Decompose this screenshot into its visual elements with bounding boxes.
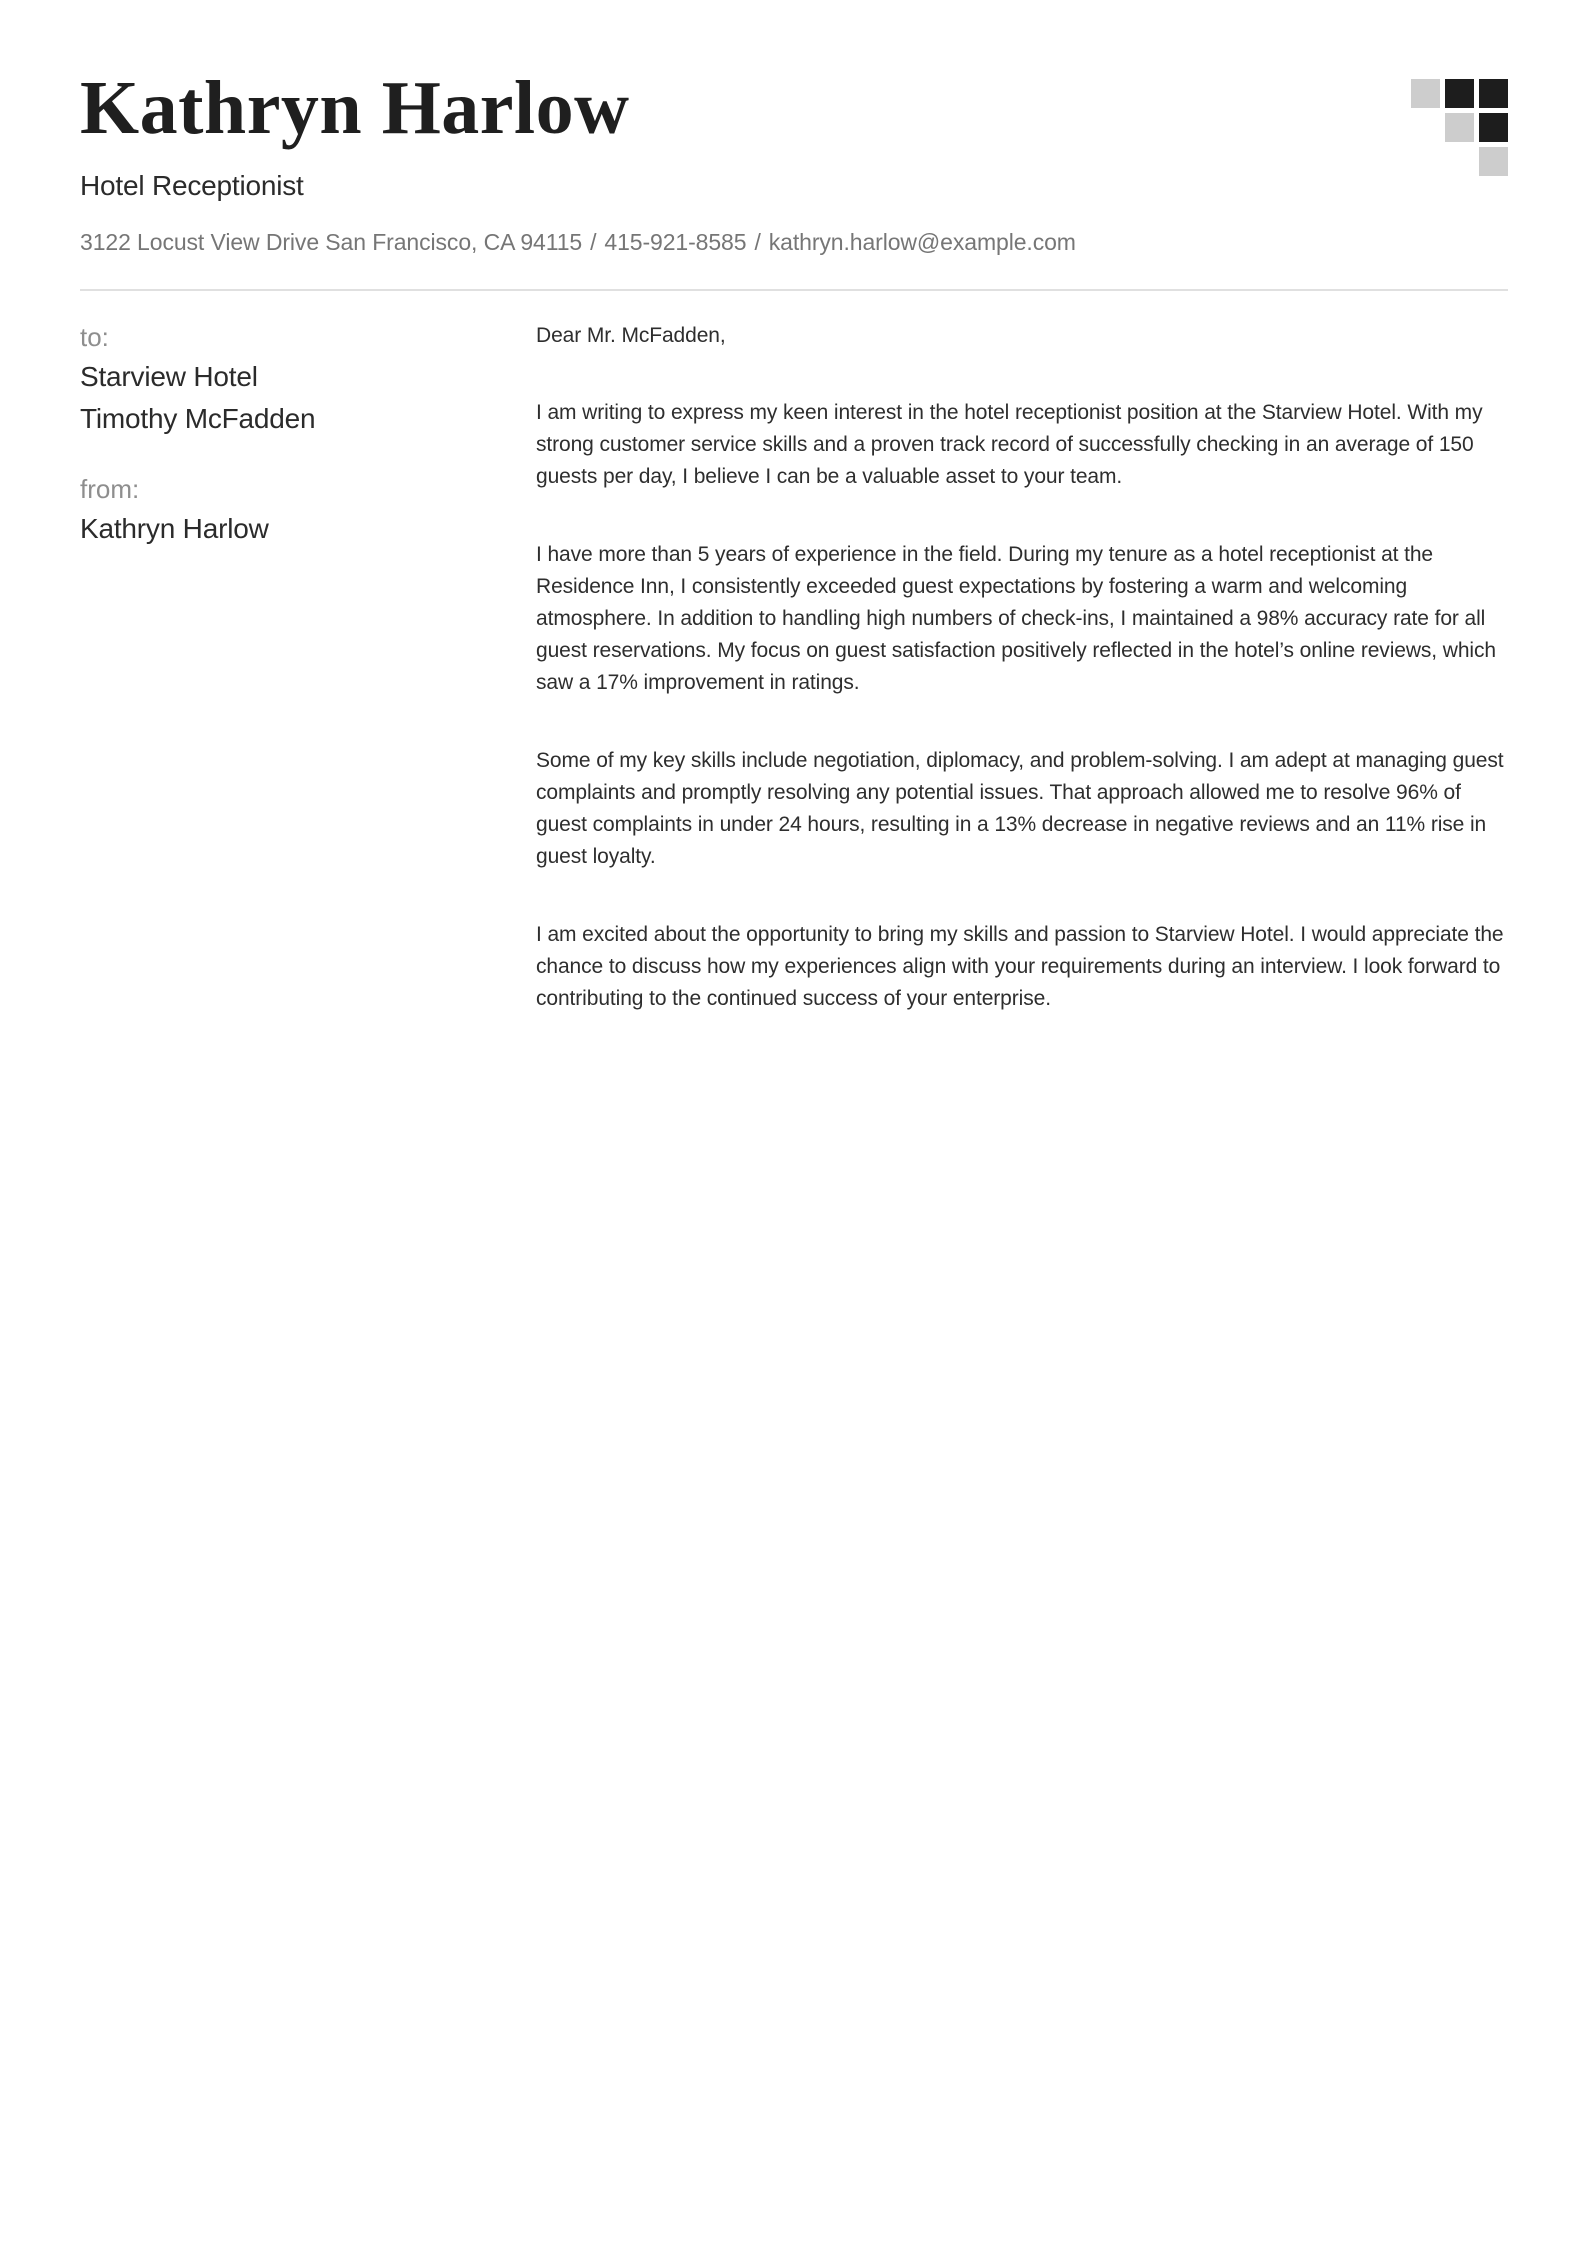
- recipient-person: Timothy McFadden: [80, 403, 316, 434]
- contact-address: 3122 Locust View Drive San Francisco, CA 94115: [80, 229, 583, 255]
- logo-cell: [1445, 147, 1474, 176]
- job-title: Hotel Receptionist: [80, 170, 304, 201]
- logo-cell: [1411, 113, 1440, 142]
- letter-paragraph: I have more than 5 years of experience in the field. During my tenure as a hotel receptionist at the Residence Inn, I consistently exceeded guest expectations by fostering a warm and welcoming atmosphere. In addition to handling high numbers of check-ins, I maintained a 98% accuracy rate for all guest reservations. My focus on guest satisfaction positively reflected in the hotel’s online reviews, which saw a 17% improvement in ratings.: [536, 543, 1496, 694]
- recipient-lines: [80, 356, 536, 440]
- logo-cell: [1479, 79, 1508, 108]
- letter-paragraph: I am writing to express my keen interest in the hotel receptionist position at the Starview Hotel. With my strong customer service skills and a proven track record of successfully checking in an average of 150 guests per day, I believe I can be a valuable asset to your team.: [536, 401, 1483, 488]
- logo-cell: [1445, 79, 1474, 108]
- contact-line: [80, 229, 1508, 256]
- address-column: [80, 320, 536, 1061]
- to-label: to:: [80, 322, 109, 352]
- recipient-company: Starview Hotel: [80, 361, 258, 392]
- logo-cell: [1479, 147, 1508, 176]
- contact-phone: 415-921-8585: [604, 229, 747, 255]
- squares-logo: [1411, 79, 1508, 176]
- letter-body-area: [80, 320, 1508, 1061]
- recipient-block: [80, 320, 536, 440]
- contact-email: kathryn.harlow@example.com: [768, 229, 1076, 255]
- logo-cell: [1411, 147, 1440, 176]
- sender-lines: [80, 508, 536, 550]
- header: [80, 66, 1508, 256]
- logo-cell: [1445, 113, 1474, 142]
- letter-paragraph: I am excited about the opportunity to bring my skills and passion to Starview Hotel. I would appreciate the chance to discuss how my experiences align with your requirements during an interview. I look forward to contributing to the continued success of your enterprise.: [536, 923, 1504, 1010]
- letter-paragraph: Some of my key skills include negotiation, diplomacy, and problem-solving. I am adept at managing guest complaints and promptly resolving any potential issues. That approach allowed me to resolve 96% of guest complaints in under 24 hours, resulting in a 13% decrease in negative reviews and an 11% rise in guest loyalty.: [536, 749, 1504, 868]
- sender-block: [80, 472, 536, 550]
- letter-content: [536, 320, 1508, 1061]
- from-label: from:: [80, 474, 140, 504]
- contact-separator: /: [754, 229, 761, 255]
- sender-name: Kathryn Harlow: [80, 513, 269, 544]
- letter-greeting: Dear Mr. McFadden,: [536, 324, 726, 347]
- logo-cell: [1411, 79, 1440, 108]
- person-name: Kathryn Harlow: [80, 66, 630, 150]
- contact-separator: /: [590, 229, 597, 255]
- header-divider: [80, 289, 1508, 291]
- logo-cell: [1479, 113, 1508, 142]
